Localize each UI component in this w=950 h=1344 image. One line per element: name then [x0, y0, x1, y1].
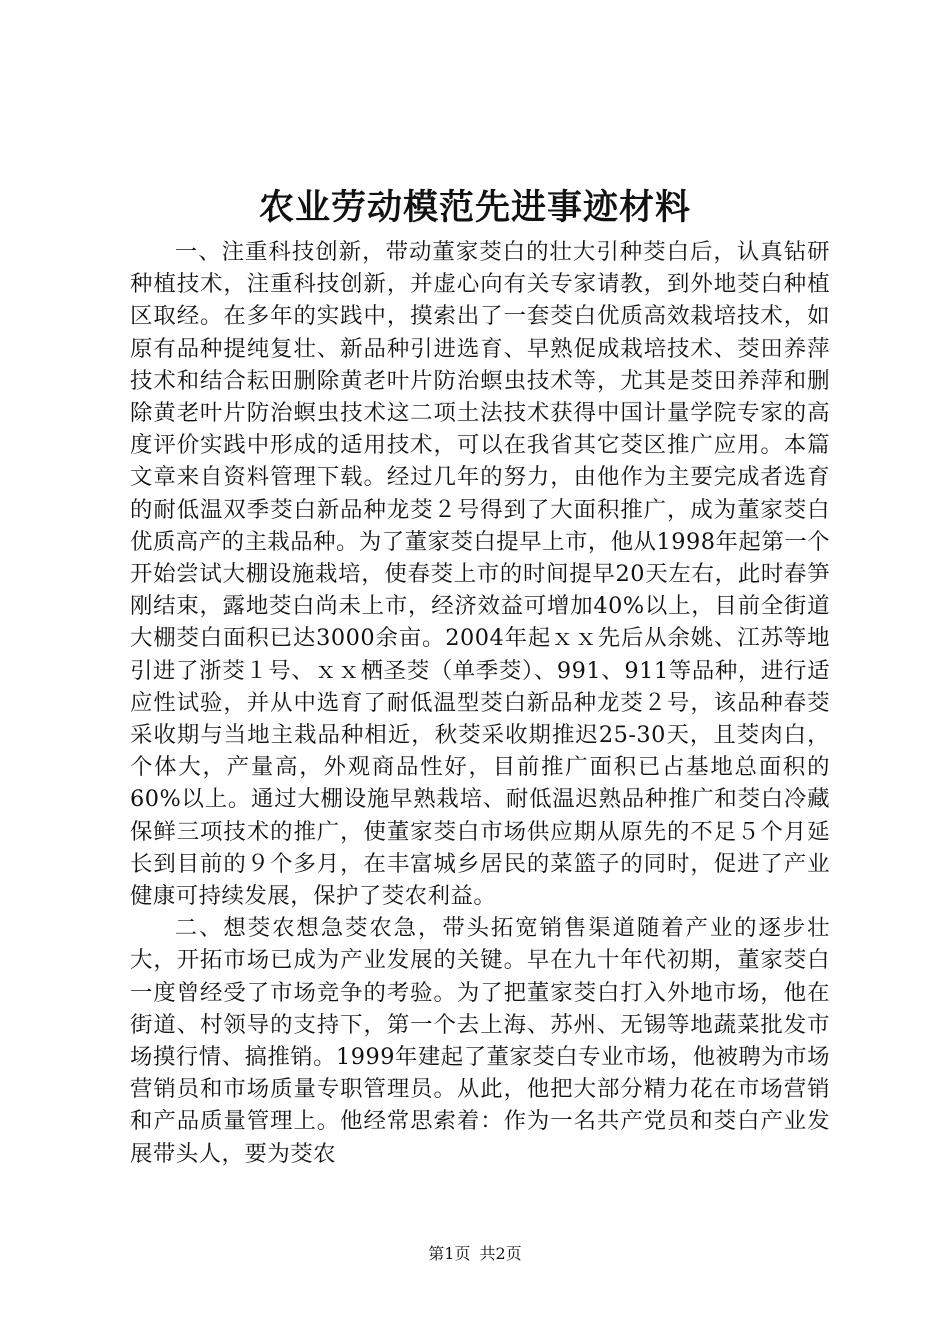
paragraph-1: 一、注重科技创新，带动董家茭白的壮大引种茭白后，认真钻研种植技术，注重科技创新，并虚心向有关专家请教，到外地茭白种植区取经。在多年的实践中，摸索出了一套茭白优质高效栽培技术，如原有品种提纯复壮、新品种引进选育、早熟促成栽培技术、茭田养萍技术和结合耘田删除黄老叶片防治螟虫技术等，尤其是茭田养萍和删除黄老叶片防治螟虫技术这二项土法技术获得中国计量学院专家的高度评价实践中形成的适用技术，可以在我省其它茭区推广应用。本篇文章来自资料管理下载。经过几年的努力，由他作为主要完成者选育的耐低温双季茭白新品种龙茭２号得到了大面积推广，成为董家茭白优质高产的主栽品种。为了董家茭白提早上市，他从1998年起第一个开始尝试大棚设施栽培，使春茭上市的时间提早20天左右，此时春笋刚结束，露地茭白尚未上市，经济效益可增加40%以上，目前全街道大棚茭白面积已达3000余亩。2004年起ｘｘ先后从余姚、江苏等地引进了浙茭１号、ｘｘ栖圣茭（单季茭）、991、911等品种，进行适应性试验，并从中选育了耐低温型茭白新品种龙茭２号，该品种春茭采收期与当地主栽品种相近，秋茭采收期推迟25-30天，且茭肉白，个体大，产量高，外观商品性好，目前推广面积已占基地总面积的60%以上。通过大棚设施早熟栽培、耐低温迟熟品种推广和茭白冷藏保鲜三项技术的推广，使董家茭白市场供应期从原先的不足５个月延长到目前的９个多月，在丰富城乡居民的菜篮子的同时，促进了产业健康可持续发展，保护了茭农利益。 — [130, 239, 830, 910]
page-number: 第1页 — [428, 1244, 471, 1263]
document-body — [130, 236, 830, 1170]
document-title: 农业劳动模范先进事迹材料 — [258, 188, 691, 228]
page-total: 共2页 — [479, 1244, 522, 1263]
page-footer — [0, 1244, 950, 1264]
paragraph-2: 二、想茭农想急茭农急，带头拓宽销售渠道随着产业的逐步壮大，开拓市场已成为产业发展的关键。早在九十年代初期，董家茭白一度曾经受了市场竞争的考验。为了把董家茭白打入外地市场，他在街道、村领导的支持下，第一个去上海、苏州、无锡等地蔬菜批发市场摸行情、搞推销。1999年建起了董家茭白专业市场，他被聘为市场营销员和市场质量专职管理员。从此，他把大部分精力花在市场营销和产品质量管理上。他经常思索着：作为一名共产党员和茭白产业发展带头人，要为茭农 — [130, 915, 830, 1167]
